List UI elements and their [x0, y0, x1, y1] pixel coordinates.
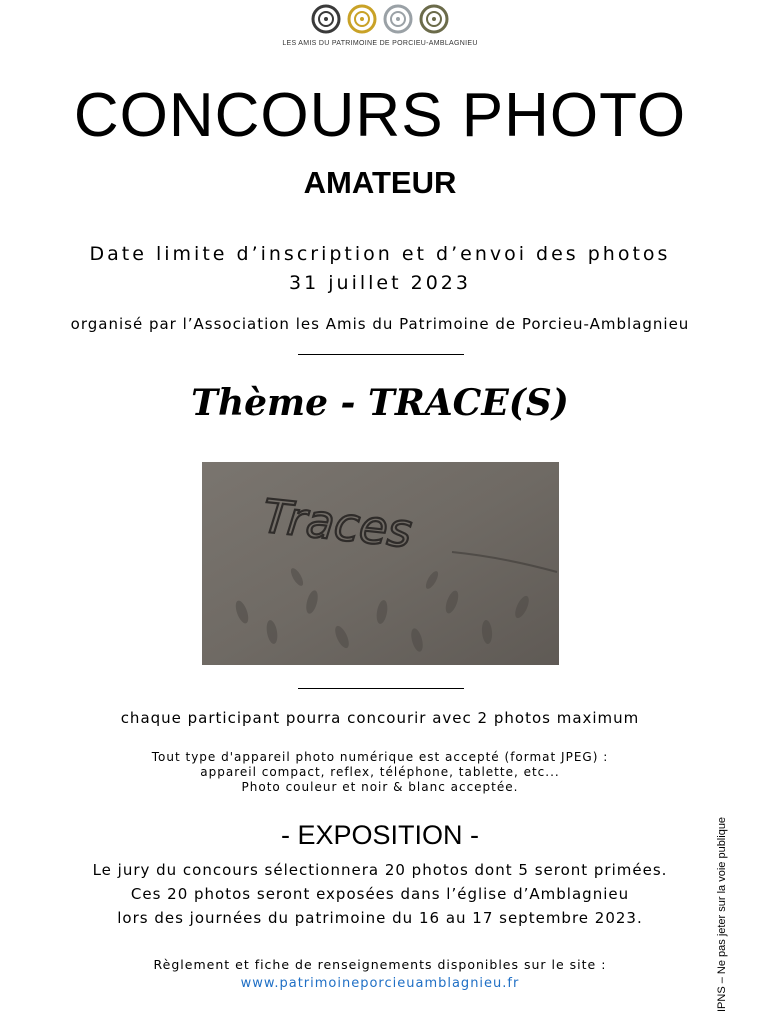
deadline-label: Date limite d’inscription et d’envoi des photos [89, 243, 671, 265]
logo-ring-gold-icon [347, 4, 377, 34]
exposition-heading: - EXPOSITION - [280, 820, 480, 850]
rules-text: Règlement et fiche de renseignements disponibles sur le site : [153, 957, 607, 972]
logo-caption: LES AMIS DU PATRIMOINE DE PORCIEU-AMBLAGNIEU [282, 40, 478, 47]
exposition-line: Le jury du concours sélectionnera 20 photos dont 5 seront primées. [92, 861, 668, 879]
divider-bottom [298, 688, 464, 689]
page-subtitle: AMATEUR [303, 165, 457, 200]
camera-info-line: Tout type d'appareil photo numérique est accepté (format JPEG) : [151, 750, 609, 764]
ipns-side-note: IPNS – Ne pas jeter sur la voie publique [716, 816, 728, 1012]
deadline-date: 31 juillet 2023 [289, 272, 471, 294]
camera-info-line: appareil compact, reflex, téléphone, tablette, etc... [200, 765, 560, 779]
page-title: CONCOURS PHOTO [73, 81, 687, 150]
organizer-text: organisé par l’Association les Amis du Patrimoine de Porcieu-Amblagnieu [70, 315, 690, 333]
website-link[interactable]: www.patrimoineporcieuamblagnieu.fr [240, 976, 520, 991]
camera-info-block [0, 750, 760, 795]
logo-ring-olive-icon [419, 4, 449, 34]
theme-photo [202, 462, 559, 665]
exposition-line: lors des journées du patrimoine du 16 au 17 septembre 2023. [117, 909, 643, 927]
participation-text: chaque participant pourra concourir avec 2 photos maximum [120, 709, 640, 727]
camera-info-line: Photo couleur et noir & blanc acceptée. [241, 780, 519, 794]
exposition-line: Ces 20 photos seront exposées dans l’église d’Amblagnieu [130, 885, 630, 903]
logo-ring-dark-icon [311, 4, 341, 34]
logo [0, 4, 760, 34]
exposition-block [0, 858, 760, 930]
logo-ring-silver-icon [383, 4, 413, 34]
deadline-block [0, 240, 760, 298]
theme-heading: Thème - TRACE(S) [191, 382, 569, 424]
photo-written-word: Traces [260, 488, 415, 559]
divider-top [298, 354, 464, 355]
